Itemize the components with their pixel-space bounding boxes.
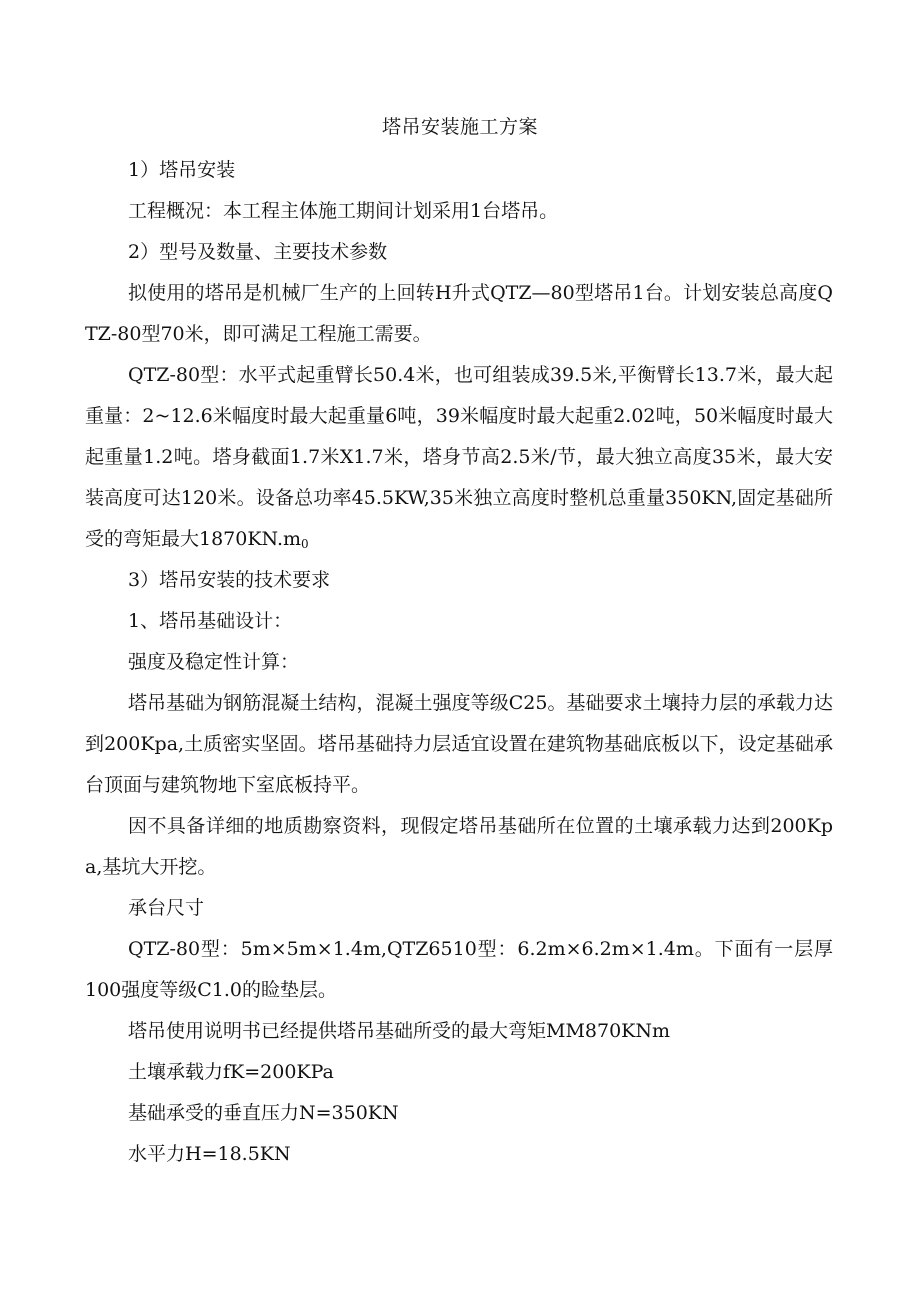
paragraph-foundation-structure: 塔吊基础为钢筋混凝土结构，混凝土强度等级C25。基础要求土壤持力层的承载力达到200Kpa,土质密实坚固。塔吊基础持力层适宜设置在建筑物基础底板以下，设定基础承台顶面与建筑物地下室底板持平。 [85,692,833,796]
heading-model-and-parameters: 2）型号及数量、主要技术参数 [128,241,388,263]
paragraph-soil-assumption: 因不具备详细的地质勘察资料，现假定塔吊基础所在位置的土壤承载力达到200Kpa,基坑大开挖。 [85,815,833,878]
qtz80-specs-text: QTZ-80型：水平式起重臂长50.4米，也可组装成39.5米,平衡臂长13.7米，最大起重量：2~12.6米幅度时最大起重量6吨，39米幅度时最大起重2.02吨，50米幅度时最大起重量1.2吨。塔身截面1.7米X1.7米，塔身节高2.5米/节，最大独立高度35米，最大安装高度可达120米。设备总功率45.5KW,35米独立高度时整机总重量350KN,固定基础所受的弯矩最大1870KN.m [85,364,833,550]
paragraph-horizontal-force: 水平力H=18.5KN [128,1143,291,1165]
heading-tower-crane-installation: 1）塔吊安装 [128,159,236,181]
document-title: 塔吊安装施工方案 [381,116,538,138]
paragraph-planned-crane: 拟使用的塔吊是机械厂生产的上回转H升式QTZ—80型塔吊1台。计划安装总高度QTZ-80型70米，即可满足工程施工需要。 [85,282,833,345]
heading-technical-requirements: 3）塔吊安装的技术要求 [128,569,331,591]
paragraph-qtz80-specs [85,355,833,560]
heading-strength-stability: 强度及稳定性计算： [128,651,300,673]
paragraph-soil-bearing: 土壤承载力fK=200KPa [128,1061,334,1083]
document-body [85,150,833,1175]
subscript-zero: 0 [301,537,309,551]
paragraph-max-moment: 塔吊使用说明书已经提供塔吊基础所受的最大弯矩MM870KNm [128,1020,671,1042]
paragraph-vertical-pressure: 基础承受的垂直压力N=350KN [128,1102,399,1124]
heading-foundation-design: 1、塔吊基础设计： [128,610,293,632]
paragraph-project-overview: 工程概况：本工程主体施工期间计划采用1台塔吊。 [128,200,559,222]
paragraph-cap-sizes: QTZ-80型：5m×5m×1.4m,QTZ6510型：6.2m×6.2m×1.4m。下面有一层厚100强度等级C1.0的睑垫层。 [85,938,833,1001]
heading-cap-dimensions: 承台尺寸 [128,897,205,919]
